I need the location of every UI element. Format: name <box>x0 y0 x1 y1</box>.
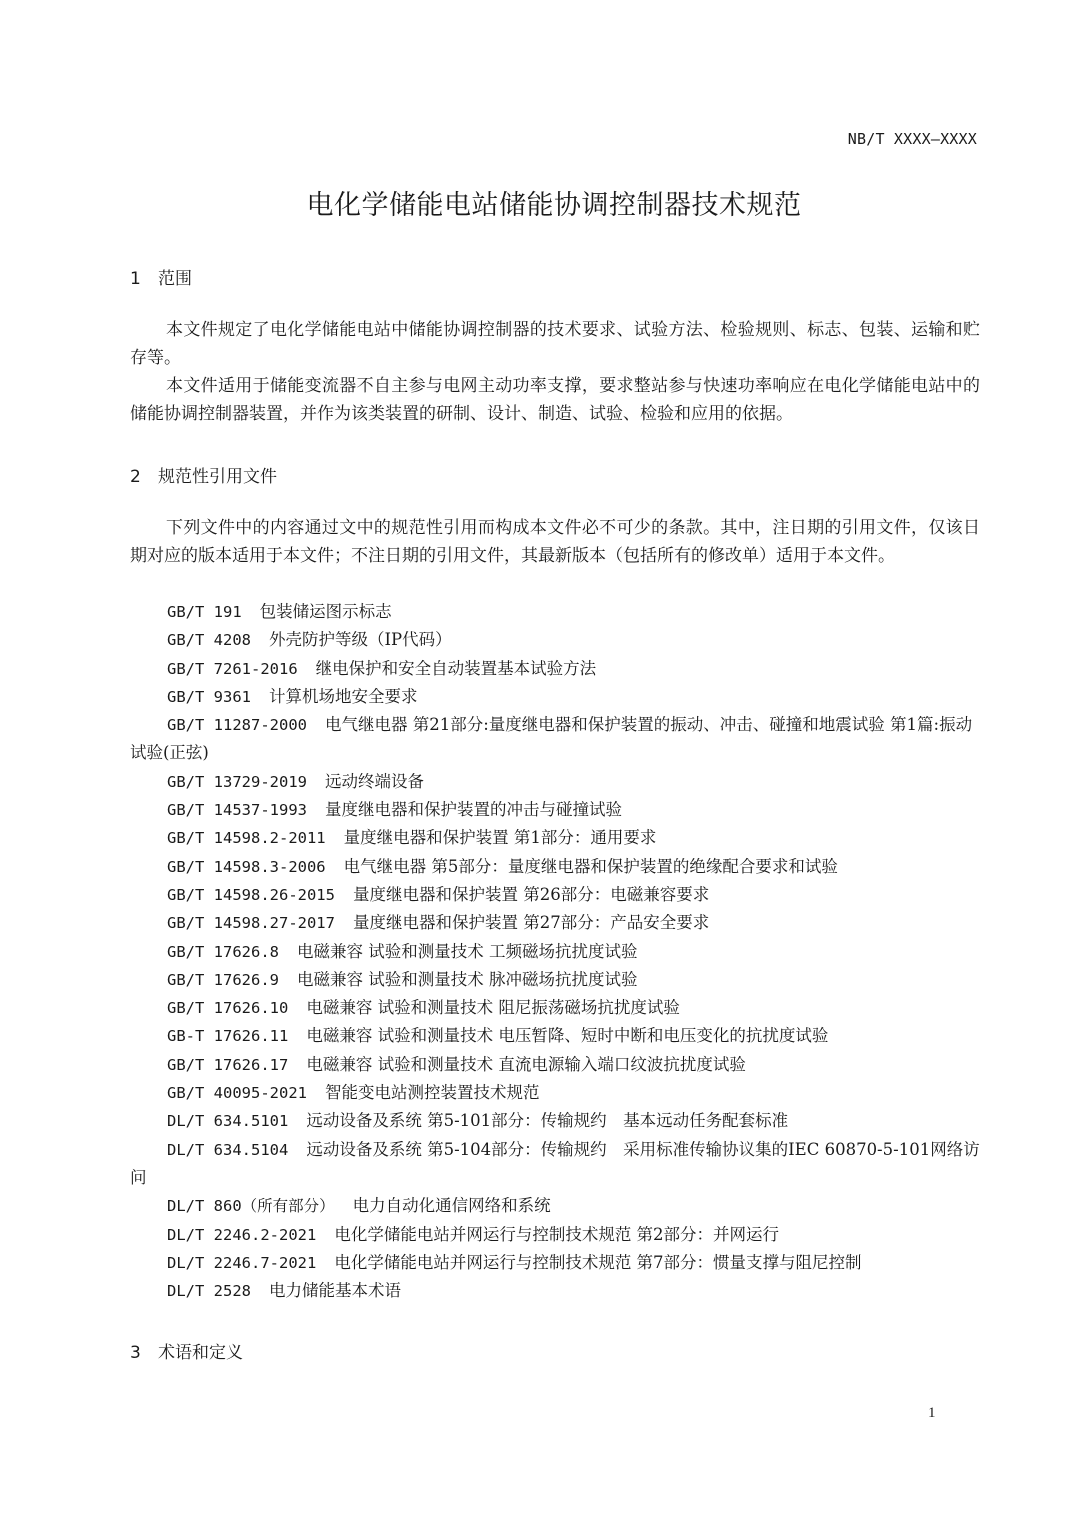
reference-code: GB/T 40095-2021 <box>167 1084 307 1103</box>
reference-code: GB/T 14598.26-2015 <box>167 885 335 904</box>
reference-item <box>130 626 980 654</box>
reference-code: DL/T 2246.2-2021 <box>167 1225 317 1244</box>
reference-code: GB/T 14598.27-2017 <box>167 914 335 933</box>
reference-title: 包装储运图示标志 <box>259 602 392 621</box>
reference-code: GB/T 14537-1993 <box>167 801 307 820</box>
reference-title: 外壳防护等级（IP代码） <box>269 630 452 650</box>
section-heading-normative-references <box>130 462 277 487</box>
reference-code: GB/T 17626.17 <box>167 1055 289 1074</box>
scope-paragraph-2: 本文件适用于储能变流器不自主参与电网主动功率支撑，要求整站参与快速功率响应在电化学储能电站中的储能协调控制器装置，并作为该类装置的研制、设计、制造、试验、检验和应用的依据。 <box>130 376 980 424</box>
reference-item <box>130 598 980 626</box>
reference-title: 电力自动化通信网络和系统 <box>352 1196 551 1216</box>
reference-code: GB/T 17626.9 <box>167 970 279 989</box>
reference-title: 电磁兼容 试验和测量技术 工频磁场抗扰度试验 <box>296 941 638 961</box>
reference-item <box>130 683 980 711</box>
reference-title: 量度继电器和保护装置 第27部分：产品安全要求 <box>352 913 710 933</box>
reference-title: 电磁兼容 试验和测量技术 电压暂降、短时中断和电压变化的抗扰度试验 <box>306 1026 829 1046</box>
reference-item <box>130 824 980 852</box>
reference-title: 远动设备及系统 第5-104部分：传输规约 采用标准传输协议集的IEC 60870-5-101网络访问 <box>130 1139 980 1187</box>
reference-title: 电磁兼容 试验和测量技术 直流电源输入端口纹波抗扰度试验 <box>306 1054 746 1074</box>
reference-title: 电气继电器 第5部分：量度继电器和保护装置的绝缘配合要求和试验 <box>343 856 838 876</box>
reference-item <box>130 1107 980 1135</box>
reference-item <box>130 1136 980 1193</box>
reference-title: 量度继电器和保护装置 第26部分：电磁兼容要求 <box>352 884 710 904</box>
reference-code: GB/T 11287-2000 <box>167 716 307 735</box>
reference-item <box>130 938 980 966</box>
reference-title: 智能变电站测控装置技术规范 <box>324 1083 540 1103</box>
reference-title: 远动设备及系统 第5-101部分：传输规约 基本远动任务配套标准 <box>306 1111 789 1131</box>
reference-title: 电气继电器 第21部分:量度继电器和保护装置的振动、冲击、碰撞和地震试验 第1篇:振动试验(正弦) <box>130 715 973 763</box>
reference-item <box>130 994 980 1022</box>
reference-title: 量度继电器和保护装置的冲击与碰撞试验 <box>324 800 622 820</box>
reference-code: GB/T 7261-2016 <box>167 659 298 678</box>
reference-code: GB/T 17626.8 <box>167 942 279 961</box>
reference-code: DL/T 2528 <box>167 1282 251 1301</box>
section-title: 规范性引用文件 <box>158 467 277 487</box>
reference-item <box>130 1249 980 1277</box>
reference-code: DL/T 860（所有部分） <box>167 1197 335 1216</box>
reference-code: GB/T 191 <box>167 603 242 621</box>
reference-code: DL/T 634.5104 <box>167 1140 289 1159</box>
reference-code: GB/T 13729-2019 <box>167 772 307 791</box>
reference-code: GB/T 4208 <box>167 631 251 650</box>
reference-code: GB/T 17626.10 <box>167 999 289 1018</box>
document-code: NB/T XXXX—XXXX <box>847 130 977 148</box>
section-heading-terms-definitions <box>130 1338 243 1363</box>
reference-item <box>130 1079 980 1107</box>
reference-title: 电力储能基本术语 <box>269 1281 401 1301</box>
reference-title: 电化学储能电站并网运行与控制技术规范 第7部分：惯量支撑与阻尼控制 <box>334 1252 862 1272</box>
page-number: 1 <box>928 1405 936 1421</box>
reference-title: 继电保护和安全自动装置基本试验方法 <box>315 658 597 678</box>
reference-list <box>130 598 980 1305</box>
section-heading-scope <box>130 264 192 289</box>
references-intro-paragraph: 下列文件中的内容通过文中的规范性引用而构成本文件必不可少的条款。其中，注日期的引用文件，仅该日期对应的版本适用于本文件；不注日期的引用文件，其最新版本（包括所有的修改单）适用于本文件。 <box>130 518 980 566</box>
document-title: 电化学储能电站储能协调控制器技术规范 <box>306 190 802 221</box>
reference-title: 量度继电器和保护装置 第1部分：通用要求 <box>343 828 657 848</box>
reference-title: 计算机场地安全要求 <box>269 686 418 706</box>
section-title: 术语和定义 <box>158 1343 243 1363</box>
reference-code: GB/T 9361 <box>167 687 251 706</box>
reference-item <box>130 796 980 824</box>
reference-item <box>130 853 980 881</box>
reference-code: GB/T 14598.3-2006 <box>167 857 326 876</box>
reference-item <box>130 1192 980 1220</box>
reference-item <box>130 909 980 937</box>
reference-item <box>130 966 980 994</box>
reference-code: GB-T 17626.11 <box>167 1027 289 1046</box>
reference-code: GB/T 14598.2-2011 <box>167 829 326 848</box>
section-number: 3 <box>130 1343 141 1363</box>
scope-paragraph-1: 本文件规定了电化学储能电站中储能协调控制器的技术要求、试验方法、检验规则、标志、包装、运输和贮存等。 <box>130 320 980 368</box>
section-number: 2 <box>130 467 141 487</box>
reference-title: 电磁兼容 试验和测量技术 脉冲磁场抗扰度试验 <box>296 969 638 989</box>
section-title: 范围 <box>158 269 192 289</box>
reference-code: DL/T 2246.7-2021 <box>167 1253 317 1272</box>
reference-item <box>130 1051 980 1079</box>
reference-code: DL/T 634.5101 <box>167 1112 289 1131</box>
section-number: 1 <box>130 269 141 289</box>
reference-title: 远动终端设备 <box>324 771 424 791</box>
reference-item <box>130 1022 980 1050</box>
reference-item <box>130 655 980 683</box>
reference-title: 电化学储能电站并网运行与控制技术规范 第2部分：并网运行 <box>334 1224 780 1244</box>
reference-item <box>130 881 980 909</box>
reference-title: 电磁兼容 试验和测量技术 阻尼振荡磁场抗扰度试验 <box>306 998 680 1018</box>
reference-item <box>130 1221 980 1249</box>
reference-item <box>130 711 980 768</box>
reference-item <box>130 1277 980 1305</box>
reference-item <box>130 768 980 796</box>
